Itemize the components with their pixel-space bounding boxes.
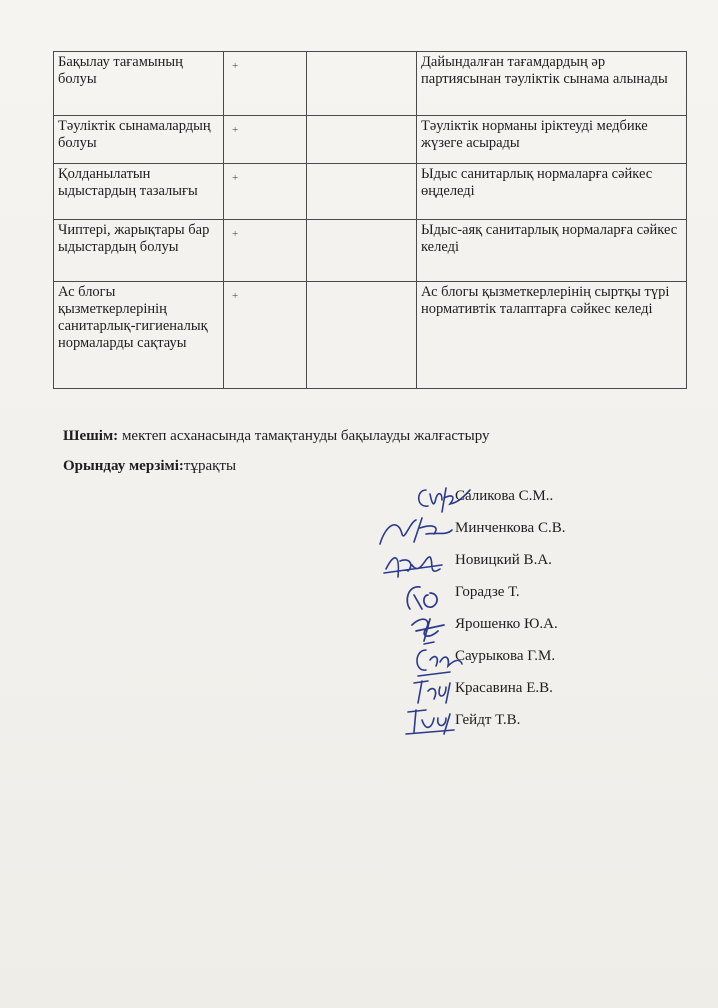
- signer-name: Гейдт Т.В.: [455, 712, 521, 728]
- criterion-cell: Тәуліктік сынамалардың болуы: [54, 116, 224, 164]
- deadline-line: [63, 458, 236, 475]
- inspection-table: [53, 51, 687, 389]
- decision-line: [63, 428, 490, 445]
- note-cell: [307, 282, 417, 389]
- comment-cell: Ыдыс-аяқ санитарлық нормаларға сәйкес келеді: [417, 220, 687, 282]
- signature-3-icon: [380, 547, 450, 583]
- criterion-cell: Қолданылатын ыдыстардың тазалығы: [54, 164, 224, 220]
- signer-name: Саурыкова Г.М.: [455, 648, 556, 664]
- comment-cell: Тәуліктік норманы іріктеуді медбике жүзеге асырады: [417, 116, 687, 164]
- signer-name: Горадзе Т.: [455, 584, 520, 600]
- table-row: [54, 116, 687, 164]
- note-cell: [307, 164, 417, 220]
- note-cell: [307, 220, 417, 282]
- criterion-cell: Ас блогы қызметкерлерінің санитарлық-гигиеналық нормаларды сақтауы: [54, 282, 224, 389]
- signature-8-icon: [404, 704, 462, 738]
- comment-cell: Ас блогы қызметкерлерінің сыртқы түрі нормативтік талаптарға сәйкес келеді: [417, 282, 687, 389]
- signature-2-icon: [376, 514, 456, 550]
- signature-4-icon: [400, 581, 450, 615]
- note-cell: [307, 116, 417, 164]
- signature-7-icon: [410, 675, 460, 707]
- mark-cell: +: [224, 52, 307, 116]
- comment-cell: Дайындалған тағамдардың әр партиясынан тәуліктік сынама алынады: [417, 52, 687, 116]
- table-row: [54, 282, 687, 389]
- criterion-cell: Чиптері, жарықтары бар ыдыстардың болуы: [54, 220, 224, 282]
- signer-name: Ярошенко Ю.А.: [455, 616, 558, 632]
- signer-name: Новицкий В.А.: [455, 552, 552, 568]
- table-row: [54, 164, 687, 220]
- mark-cell: +: [224, 164, 307, 220]
- deadline-label: Орындау мерзімі:: [63, 458, 184, 474]
- table-row: [54, 52, 687, 116]
- decision-text: мектеп асханасында тамақтануды бақылауды жалғастыру: [118, 428, 490, 444]
- note-cell: [307, 52, 417, 116]
- comment-cell: Ыдыс санитарлық нормаларға сәйкес өңделеді: [417, 164, 687, 220]
- signer-name: Саликова С.М..: [455, 488, 554, 504]
- deadline-text: тұрақты: [183, 458, 237, 474]
- mark-cell: +: [224, 282, 307, 389]
- signer-name: Красавина Е.В.: [455, 680, 553, 696]
- criterion-cell: Бақылау тағамының болуы: [54, 52, 224, 116]
- decision-label: Шешім:: [63, 428, 119, 444]
- mark-cell: +: [224, 116, 307, 164]
- mark-cell: +: [224, 220, 307, 282]
- table-row: [54, 220, 687, 282]
- signer-name: Минченкова С.В.: [455, 520, 566, 536]
